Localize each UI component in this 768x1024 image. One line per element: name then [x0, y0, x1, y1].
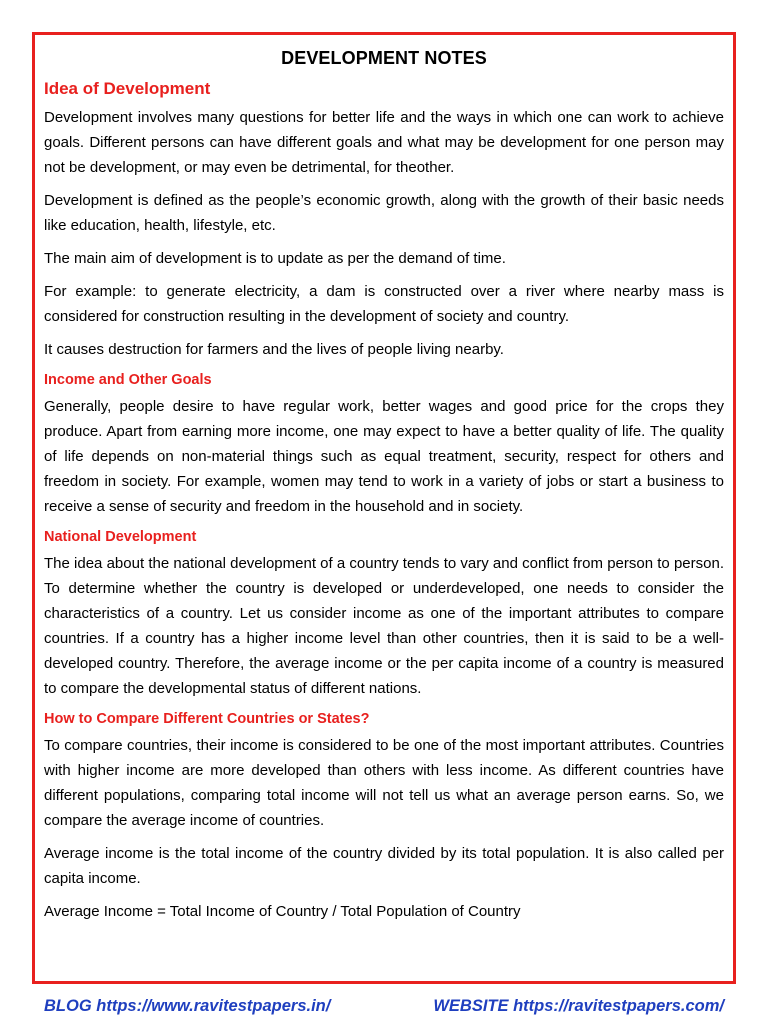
paragraph: Average income is the total income of the country divided by its total population. It is also called per capita income.: [44, 845, 724, 887]
subsection-heading-income-and-other-goals: Income and Other Goals: [44, 372, 212, 388]
paragraph: To compare countries, their income is considered to be one of the most important attributes. Countries with higher income are more developed than others with less income. As different countries have different populations, comparing total income will not tell us what an average person earns. So, we compare the average income of countries.: [44, 737, 724, 829]
document-title: DEVELOPMENT NOTES: [281, 48, 487, 68]
paragraph: Development involves many questions for better life and the ways in which one can work to achieve goals. Different persons can have different goals and what may be development for one person may not be development, or may even be detrimental, for theother.: [44, 109, 724, 176]
paragraph: The main aim of development is to update as per the demand of time.: [44, 250, 506, 267]
formula-line: Average Income = Total Income of Country / Total Population of Country: [44, 903, 521, 920]
blog-link[interactable]: BLOG https://www.ravitestpapers.in/: [44, 997, 331, 1015]
website-link[interactable]: WEBSITE https://ravitestpapers.com/: [433, 997, 724, 1015]
document-body: [44, 46, 724, 924]
section-heading-idea-of-development: Idea of Development: [44, 79, 211, 98]
paragraph: For example: to generate electricity, a dam is constructed over a river where nearby mass is considered for construction resulting in the development of society and country.: [44, 283, 724, 325]
paragraph: The idea about the national development of a country tends to vary and conflict from person to person. To determine whether the country is developed or underdeveloped, one needs to consider the characteristics of a country. Let us consider income as one of the important attributes to compare countries. If a country has a higher income level than other countries, then it is said to be a well-developed country. Therefore, the average income or the per capita income of a country is measured to compare the developmental status of different nations.: [44, 555, 724, 697]
subsection-heading-national-development: National Development: [44, 529, 197, 545]
paragraph: Generally, people desire to have regular work, better wages and good price for the crops they produce. Apart from earning more income, one may expect to have a better quality of life. The quality of life depends on non-material things such as equal treatment, security, respect for others and freedom in society. For example, women may tend to work in a variety of jobs or start a business to receive a sense of security and freedom in the household and in society.: [44, 398, 724, 515]
page-footer: [44, 994, 724, 1018]
subsection-heading-compare-countries: How to Compare Different Countries or States?: [44, 711, 370, 727]
paragraph: It causes destruction for farmers and the lives of people living nearby.: [44, 341, 504, 358]
paragraph: Development is defined as the people’s economic growth, along with the growth of their basic needs like education, health, lifestyle, etc.: [44, 192, 724, 234]
